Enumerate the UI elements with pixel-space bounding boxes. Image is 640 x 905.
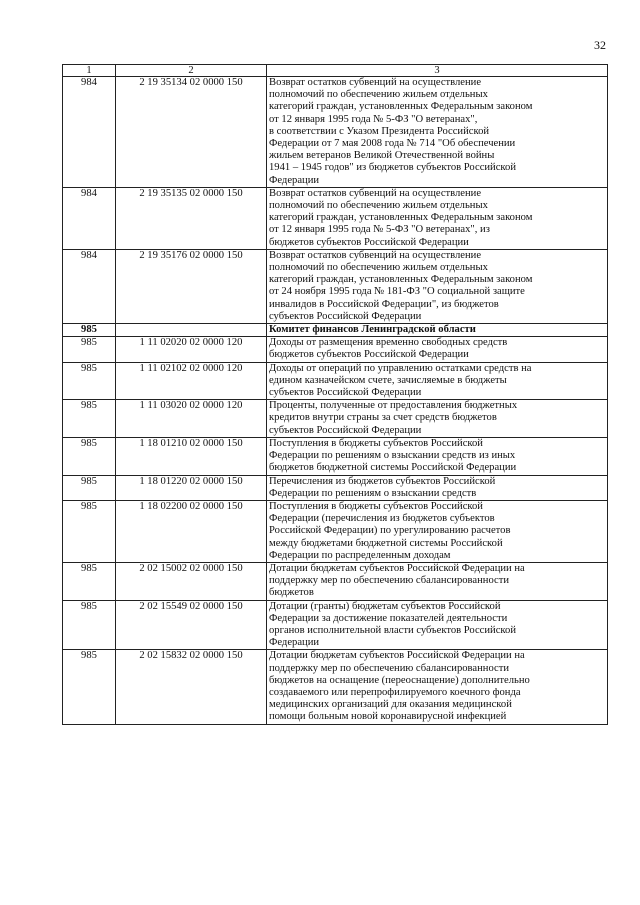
table-row <box>63 187 608 249</box>
budget-code-cell: 2 02 15832 02 0000 150 <box>116 650 267 724</box>
description-line: в соответствии с Указом Президента Российской <box>269 125 490 137</box>
description-line: Доходы от операций по управлению остатками средств на <box>269 362 532 374</box>
description-line: субъектов Российской Федерации <box>269 310 422 322</box>
budget-code-cell: 1 11 03020 02 0000 120 <box>116 400 267 438</box>
table-row <box>63 77 608 188</box>
description-line: Доходы от размещения временно свободных средств <box>269 337 508 349</box>
table-row <box>63 400 608 438</box>
admin-code-cell: 985 <box>63 475 116 500</box>
admin-code-cell: 985 <box>63 400 116 438</box>
description-line: от 12 января 1995 года № 5-ФЗ "О ветеранах", <box>269 113 478 125</box>
description-cell <box>267 249 608 323</box>
description-line: бюджетов на оснащение (переоснащение) дополнительно <box>269 674 530 686</box>
description-line: Федерации <box>269 174 320 186</box>
budget-code-cell <box>116 324 267 337</box>
admin-code-cell: 985 <box>63 324 116 337</box>
description-line: создаваемого или перепрофилируемого коечного фонда <box>269 686 521 698</box>
table-row <box>63 249 608 323</box>
description-line: Федерации (перечисления из бюджетов субъектов <box>269 513 495 525</box>
description-cell <box>267 650 608 724</box>
description-line: жильем ветеранов Великой Отечественной войны <box>269 150 495 162</box>
admin-code-cell: 985 <box>63 562 116 600</box>
description-line: инвалидов в Российской Федерации", из бюджетов <box>269 298 499 310</box>
description-line: помощи больным новой коронавирусной инфекцией <box>269 711 507 723</box>
admin-code-cell: 985 <box>63 337 116 362</box>
table-row <box>63 324 608 337</box>
admin-code-cell: 984 <box>63 249 116 323</box>
description-line: поддержку мер по обеспечению сбалансированности <box>269 575 510 587</box>
table-row <box>63 650 608 724</box>
description-cell <box>267 337 608 362</box>
description-line: Дотации бюджетам субъектов Российской Федерации на <box>269 650 525 662</box>
admin-code-cell: 985 <box>63 362 116 400</box>
budget-code-cell: 1 18 01210 02 0000 150 <box>116 437 267 475</box>
description-line: Возврат остатков субвенций на осуществление <box>269 249 482 261</box>
budget-code-cell: 2 19 35134 02 0000 150 <box>116 77 267 188</box>
table-row <box>63 600 608 650</box>
admin-code-cell: 985 <box>63 500 116 562</box>
admin-code-cell: 985 <box>63 600 116 650</box>
description-cell <box>267 324 608 337</box>
table-header-row <box>63 65 608 77</box>
description-line: бюджетов бюджетной системы Российской Федерации <box>269 462 517 474</box>
description-line: 1941 – 1945 годов" из бюджетов субъектов Российской <box>269 162 517 174</box>
description-cell <box>267 437 608 475</box>
description-line: Возврат остатков субвенций на осуществление <box>269 187 482 199</box>
admin-code-cell: 984 <box>63 187 116 249</box>
description-cell <box>267 500 608 562</box>
description-cell <box>267 562 608 600</box>
description-line: категорий граждан, установленных Федеральным законом <box>269 212 533 224</box>
description-line: категорий граждан, установленных Федеральным законом <box>269 101 533 113</box>
table-row <box>63 437 608 475</box>
table-row <box>63 337 608 362</box>
description-cell <box>267 475 608 500</box>
budget-code-cell: 1 18 02200 02 0000 150 <box>116 500 267 562</box>
budget-codes-table <box>62 64 608 725</box>
description-line: Федерации за достижение показателей деятельности <box>269 612 508 624</box>
description-line: от 24 ноября 1995 года № 181-ФЗ "О социальной защите <box>269 286 525 298</box>
admin-code-cell: 985 <box>63 437 116 475</box>
description-line: Федерации от 7 мая 2008 года № 714 "Об обеспечении <box>269 138 516 150</box>
description-line: бюджетов <box>269 587 314 599</box>
table-row <box>63 500 608 562</box>
description-cell <box>267 600 608 650</box>
page-number: 32 <box>594 38 606 52</box>
description-line: Возврат остатков субвенций на осуществление <box>269 77 482 88</box>
description-line: Федерации по решениям о взыскании средств из иных <box>269 450 516 462</box>
budget-code-cell: 1 11 02020 02 0000 120 <box>116 337 267 362</box>
header-col-3: 3 <box>267 65 608 77</box>
budget-code-cell: 2 02 15002 02 0000 150 <box>116 562 267 600</box>
description-line: Поступления в бюджеты субъектов Российской <box>269 437 483 449</box>
description-line: Проценты, полученные от предоставления бюджетных <box>269 400 518 412</box>
description-line: Комитет финансов Ленинградской области <box>269 324 476 336</box>
description-line: Перечисления из бюджетов субъектов Российской <box>269 475 496 487</box>
description-line: бюджетов субъектов Российской Федерации <box>269 236 469 248</box>
description-line: категорий граждан, установленных Федеральным законом <box>269 274 533 286</box>
description-line: субъектов Российской Федерации <box>269 424 422 436</box>
description-line: бюджетов субъектов Российской Федерации <box>269 349 469 361</box>
description-line: полномочий по обеспечению жильем отдельных <box>269 89 488 101</box>
description-cell <box>267 400 608 438</box>
admin-code-cell: 985 <box>63 650 116 724</box>
description-line: полномочий по обеспечению жильем отдельных <box>269 262 488 274</box>
description-line: полномочий по обеспечению жильем отдельных <box>269 200 488 212</box>
description-line: между бюджетами бюджетной системы Российской <box>269 537 503 549</box>
description-line: Дотации (гранты) бюджетам субъектов Российской <box>269 600 501 612</box>
header-col-1: 1 <box>63 65 116 77</box>
description-line: Российской Федерации) по урегулированию расчетов <box>269 525 511 537</box>
budget-code-cell: 1 11 02102 02 0000 120 <box>116 362 267 400</box>
description-line: от 12 января 1995 года № 5-ФЗ "О ветеранах", из <box>269 224 490 236</box>
table-row <box>63 475 608 500</box>
description-line: Поступления в бюджеты субъектов Российской <box>269 500 483 512</box>
budget-code-cell: 2 19 35135 02 0000 150 <box>116 187 267 249</box>
budget-code-cell: 1 18 01220 02 0000 150 <box>116 475 267 500</box>
table-row <box>63 362 608 400</box>
admin-code-cell: 984 <box>63 77 116 188</box>
table-row <box>63 562 608 600</box>
header-col-2: 2 <box>116 65 267 77</box>
description-cell <box>267 362 608 400</box>
description-line: Дотации бюджетам субъектов Российской Федерации на <box>269 562 525 574</box>
description-cell <box>267 187 608 249</box>
description-line: кредитов внутри страны за счет средств бюджетов <box>269 412 497 424</box>
budget-code-cell: 2 02 15549 02 0000 150 <box>116 600 267 650</box>
description-line: поддержку мер по обеспечению сбалансированности <box>269 662 510 674</box>
description-line: Федерации по распределенным доходам <box>269 549 451 561</box>
description-cell <box>267 77 608 188</box>
budget-code-cell: 2 19 35176 02 0000 150 <box>116 249 267 323</box>
description-line: Федерации <box>269 637 320 649</box>
description-line: органов исполнительной власти субъектов Российской <box>269 624 516 636</box>
description-line: едином казначейском счете, зачисляемые в бюджеты <box>269 374 507 386</box>
description-line: медицинских организаций для оказания медицинской <box>269 699 512 711</box>
description-line: субъектов Российской Федерации <box>269 387 422 399</box>
description-line: Федерации по решениям о взыскании средств <box>269 487 477 499</box>
